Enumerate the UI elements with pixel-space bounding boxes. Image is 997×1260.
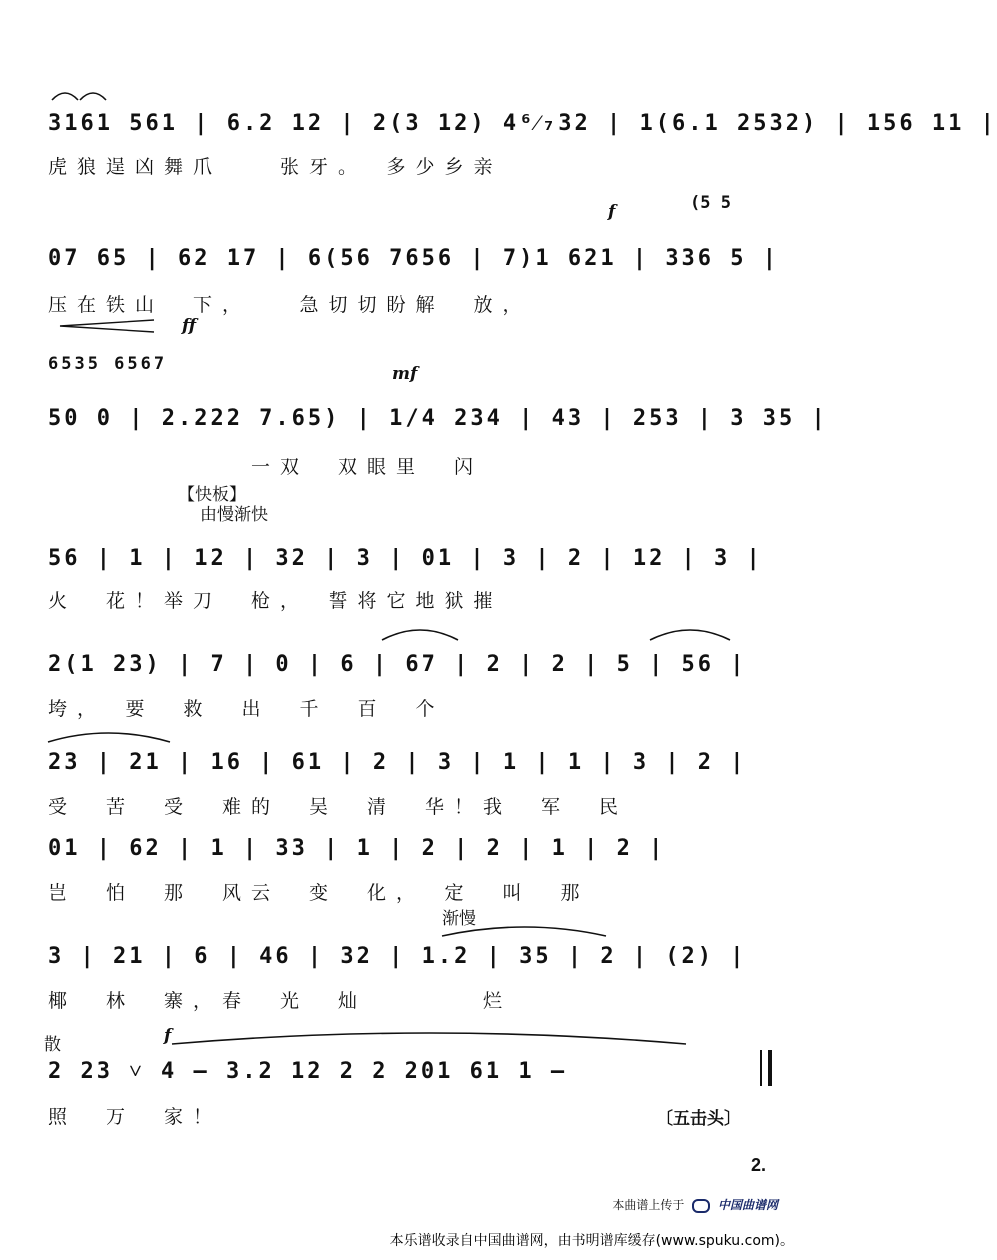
upload-note: 本曲谱上传于 xyxy=(612,1198,685,1212)
lyrics-line-9: 照 万 家！ xyxy=(48,1106,223,1128)
page-number: 2. xyxy=(750,1155,766,1175)
site-logo-icon xyxy=(692,1199,710,1213)
notation-line-7: 01 | 62 | 1 | 33 | 1 | 2 | 2 | 1 | 2 | xyxy=(48,836,666,861)
tempo-accel: 由慢渐快 xyxy=(200,505,268,525)
tempo-kuaiban: 【快板】 xyxy=(178,485,246,505)
notation-line-2: 07 65 | 62 17 | 6(56 7656 | 7)1 621 | 336 5 | xyxy=(48,246,780,271)
notation-line-6: 23 | 21 | 16 | 61 | 2 | 3 | 1 | 1 | 3 | 2 | xyxy=(48,750,747,775)
footer-note: 本乐谱收录自中国曲谱网，由书明谱库缓存(www.spuku.com)。 xyxy=(389,1233,794,1249)
notation-line-1: 3161 561 | 6.2 12 | 2(3 12) 4⁶⁄₇32 | 1(6.1 2532) | 156 11 | xyxy=(48,111,997,136)
dynamic-f-2: f xyxy=(164,1026,172,1046)
percussion-cue: 〔五击头〕 xyxy=(656,1109,741,1129)
slur xyxy=(50,86,110,102)
notation-line-8: 3 | 21 | 6 | 46 | 32 | 1.2 | 35 | 2 | (2) | xyxy=(48,944,747,969)
slur xyxy=(46,726,176,744)
dynamic-mf: mf xyxy=(392,364,418,384)
lyrics-line-8: 椰 林 寨，春 光 灿 烂 xyxy=(48,990,513,1012)
dynamic-ff: ff xyxy=(182,316,197,336)
tempo-rit: 渐慢 xyxy=(442,909,476,929)
notation-line-9: 2 23 ˅ 4 — 3.2 12 2 2 201 61 1 — xyxy=(48,1059,568,1084)
lyrics-line-3: 一双 双眼里 闪 xyxy=(48,456,484,478)
dynamic-f: f xyxy=(608,202,616,222)
lyrics-line-2: 压在铁山 下， 急切切盼解 放， xyxy=(48,294,532,316)
lyrics-line-1: 虎狼逞凶舞爪 张牙。 多少乡亲 xyxy=(48,156,503,178)
lyrics-line-5: 垮， 要 救 出 千 百 个 xyxy=(48,698,445,720)
slur xyxy=(440,920,610,938)
notation-line-3-upper: 6535 6567 xyxy=(48,354,168,374)
tempo-free: 散 xyxy=(44,1035,61,1055)
notation-line-5: 2(1 23) | 7 | 0 | 6 | 67 | 2 | 2 | 5 | 56 | xyxy=(48,652,747,677)
slur xyxy=(380,622,740,642)
paren-55: (5 5 xyxy=(690,193,731,213)
lyrics-line-4: 火 花！举刀 枪， 誓将它地狱摧 xyxy=(48,590,503,612)
crescendo-hairpin xyxy=(58,318,158,334)
upload-brand: 中国曲谱网 xyxy=(717,1198,778,1212)
upload-credit xyxy=(612,1196,778,1213)
final-barline xyxy=(760,1050,772,1086)
notation-line-3: 50 0 | 2.222 7.65) | 1/4 234 | 43 | 253 | 3 35 | xyxy=(48,406,828,431)
slur-long xyxy=(170,1028,690,1046)
notation-line-4: 56 | 1 | 12 | 32 | 3 | 01 | 3 | 2 | 12 | 3 | xyxy=(48,546,763,571)
lyrics-line-7: 岂 怕 那 风云 变 化， 定 叫 那 xyxy=(48,882,590,904)
lyrics-line-6: 受 苦 受 难的 吴 清 华！我 军 民 xyxy=(48,796,629,818)
